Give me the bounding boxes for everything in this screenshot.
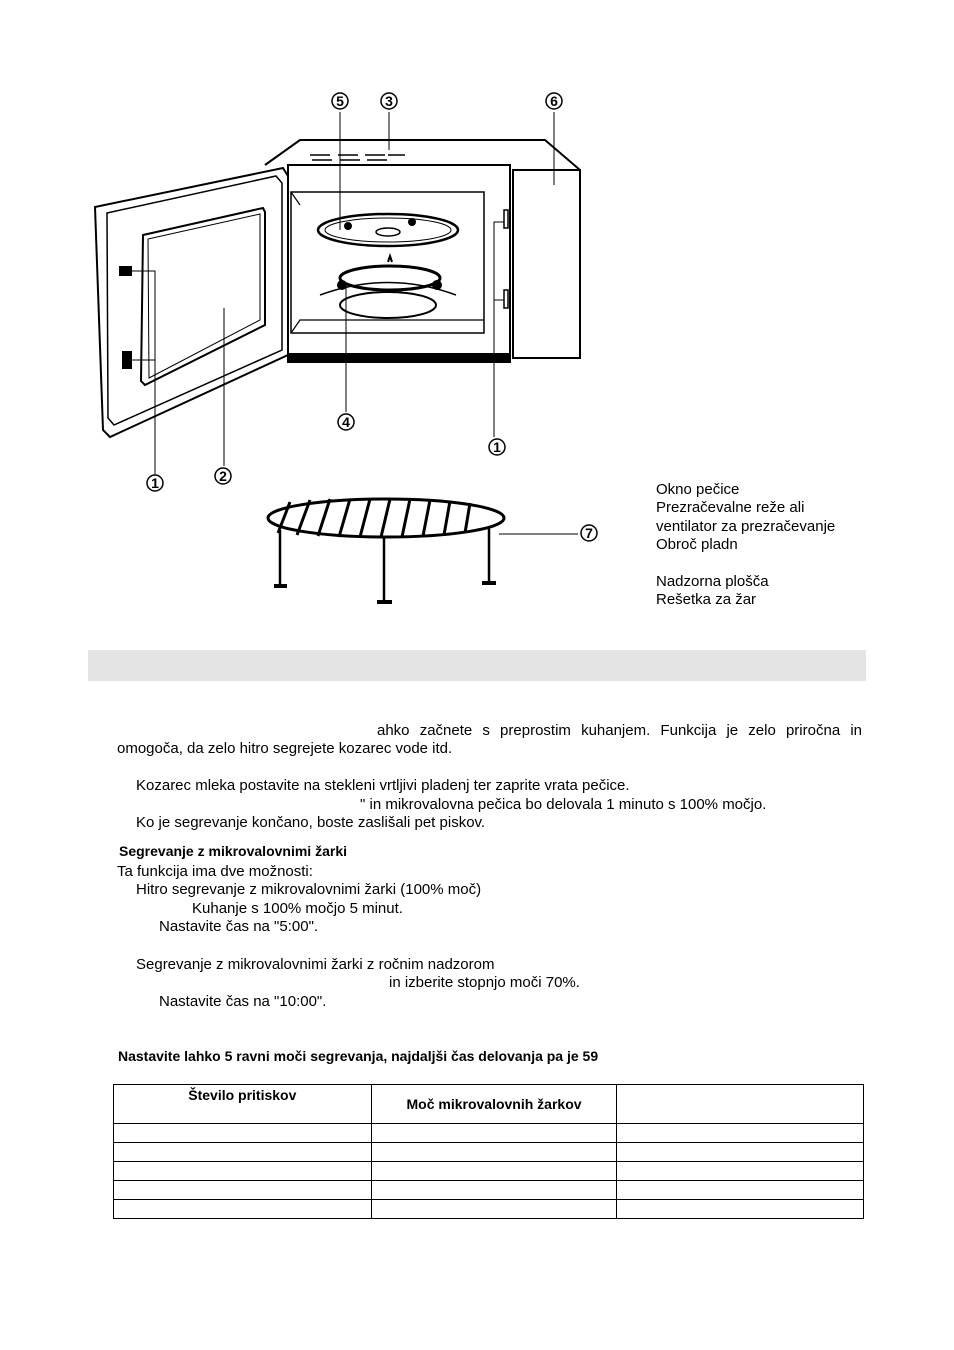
callout-5	[332, 93, 348, 109]
door-latch-top	[120, 267, 131, 275]
callout-4	[338, 414, 354, 430]
svg-text:4: 4	[342, 414, 350, 430]
legend-item: Obroč pladn	[656, 536, 738, 553]
table-cell	[114, 1143, 372, 1162]
table-cell	[617, 1124, 864, 1143]
door-latch-bottom	[123, 352, 131, 368]
callout-6	[546, 93, 562, 109]
micro-option-1-example: Kuhanje s 100% močjo 5 minut.	[192, 900, 403, 917]
intro-line-2: omogoča, da zelo hitro segrejete kozarec vode itd.	[117, 740, 453, 757]
micro-option-2: Segrevanje z mikrovalovnimi žarki z ročnim nadzorom	[136, 956, 495, 973]
oven-base	[288, 354, 510, 362]
table-cell	[617, 1200, 864, 1219]
table-cell	[371, 1124, 617, 1143]
micro-heading: Segrevanje z mikrovalovnimi žarki	[119, 843, 347, 859]
legend-item: Okno pečice	[656, 481, 740, 498]
table-cell	[114, 1162, 372, 1181]
step-1: Kozarec mleka postavite na stekleni vrtljivi pladenj ter zaprite vrata pečice.	[136, 777, 630, 794]
callout-1-right	[489, 439, 505, 455]
header-presses: Število pritiskov	[114, 1085, 372, 1124]
table-row	[114, 1200, 864, 1219]
micro-option-1-step: Nastavite čas na "5:00".	[159, 918, 319, 935]
table-cell	[617, 1162, 864, 1181]
microwave-diagram	[0, 0, 954, 640]
table-row	[114, 1162, 864, 1181]
table-cell	[114, 1124, 372, 1143]
intro-paragraph	[117, 722, 862, 758]
callout-1-left	[147, 475, 163, 491]
door-window	[141, 208, 265, 385]
cavity-floor-left	[291, 320, 484, 333]
table-cell	[617, 1181, 864, 1200]
callout-3	[381, 93, 397, 109]
turntable-plate	[318, 214, 458, 246]
top-vents	[310, 155, 405, 160]
table-row	[114, 1143, 864, 1162]
legend-item: ventilator za prezračevanje	[656, 518, 836, 535]
svg-text:1: 1	[151, 475, 159, 491]
table-header-row	[114, 1085, 864, 1124]
power-table	[113, 1084, 864, 1219]
callout-label: 5	[336, 93, 344, 109]
intro-line-1: ahko začnete s preprostim kuhanjem. Funkcija je zelo priročna in	[377, 722, 862, 739]
svg-text:1: 1	[493, 439, 501, 455]
table-cell	[371, 1143, 617, 1162]
table-cell	[371, 1162, 617, 1181]
svg-text:2: 2	[219, 468, 227, 484]
header-power: Moč mikrovalovnih žarkov	[371, 1085, 617, 1124]
table-cell	[371, 1181, 617, 1200]
door-window-inner	[148, 214, 260, 378]
cavity-back	[291, 192, 300, 205]
svg-text:6: 6	[550, 93, 558, 109]
callout-2	[215, 468, 231, 484]
oven-front	[288, 165, 510, 360]
table-row	[114, 1124, 864, 1143]
section-header-bar	[88, 650, 866, 681]
svg-text:3: 3	[385, 93, 393, 109]
power-levels-note: Nastavite lahko 5 ravni moči segrevanja, najdaljši čas delovanja pa je 59	[118, 1048, 599, 1064]
legend-item: Rešetka za žar	[656, 591, 757, 608]
micro-intro: Ta funkcija ima dve možnosti:	[117, 863, 313, 880]
micro-option-2-example: in izberite stopnjo moči 70%.	[389, 974, 580, 991]
table-row	[114, 1181, 864, 1200]
micro-option-1: Hitro segrevanje z mikrovalovnimi žarki (100% moč)	[136, 881, 482, 898]
svg-text:7: 7	[585, 525, 593, 541]
step-2: " in mikrovalovna pečica bo delovala 1 minuto s 100% močjo.	[360, 796, 767, 813]
table-cell	[114, 1181, 372, 1200]
control-panel	[513, 170, 580, 358]
micro-option-2-step: Nastavite čas na "10:00".	[159, 993, 327, 1010]
table-cell	[617, 1143, 864, 1162]
header-third	[617, 1085, 864, 1124]
table-cell	[114, 1200, 372, 1219]
step-3: Ko je segrevanje končano, boste zaslišali pet piskov.	[136, 814, 486, 831]
floor-ring	[340, 292, 436, 318]
table-cell	[371, 1200, 617, 1219]
legend-item: Prezračevalne reže ali	[656, 499, 805, 516]
callout-7	[581, 525, 597, 541]
door-inner-frame	[107, 176, 282, 425]
legend-item: Nadzorna plošča	[656, 573, 769, 590]
